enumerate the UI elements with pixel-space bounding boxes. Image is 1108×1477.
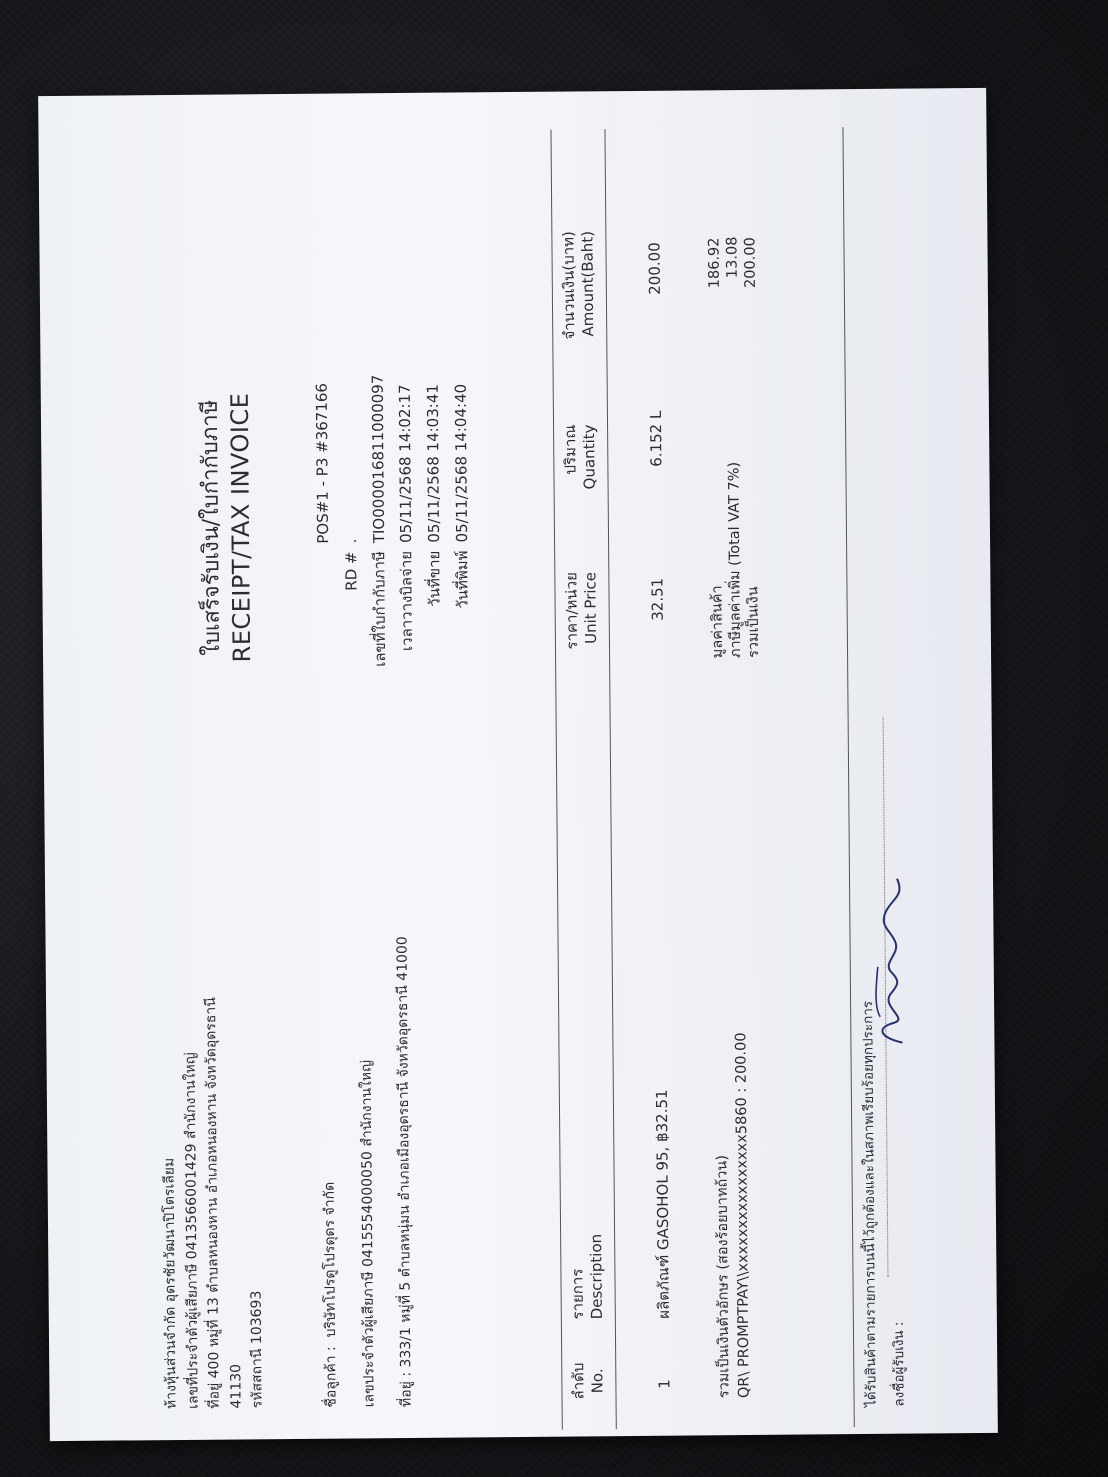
seller-address-2: 41130 — [227, 1363, 245, 1409]
row-unit-price: 32.51 — [648, 577, 667, 621]
receipt-paper — [38, 88, 998, 1441]
seller-block — [160, 997, 271, 1409]
header-qty-en: Quantity — [579, 424, 599, 490]
subtotal-value: 186.92 — [706, 237, 723, 289]
row-quantity: 6.152 L — [646, 410, 666, 467]
document-title — [197, 393, 257, 663]
customer-name: บริษัทโปรดูโปรดุดร จำกัด — [321, 1181, 339, 1338]
handwritten-signature — [871, 847, 913, 1047]
header-amount — [559, 231, 597, 340]
header-no-en: No. — [588, 1368, 607, 1394]
seller-branch-code: รหัสสถานี 103693 — [248, 1290, 266, 1409]
row-amount: 200.00 — [645, 242, 664, 295]
seller-address-1: ที่อยู่ 400 หมู่ที่ 13 ตำบลหนองหาน อำเภอหนองหาน จังหวัดอุดรธานี — [203, 997, 223, 1409]
header-amt-en: Amount(Baht) — [578, 230, 598, 337]
paid-time-label: เวลาวางบิลจ่าย — [397, 550, 417, 652]
rd-label: RD # — [341, 551, 361, 591]
header-unit-en: Unit Price — [581, 571, 600, 645]
amount-in-words: รวมเป็นเงินตัวอักษร (สองร้อยบาทถ้วน) — [714, 1154, 733, 1399]
tax-invoice-label: เลขที่ใบกำกับภาษี — [369, 551, 389, 667]
header-amt-th: จำนวนเงิน(บาท) — [559, 231, 579, 340]
header-qty-th: ปริมาณ — [561, 424, 580, 475]
header-quantity — [561, 424, 599, 489]
total-value: 200.00 — [742, 237, 759, 289]
payment-line: QR\ PROMPTPAY\\xxxxxxxxxxxxxxxx5860 : 200.00 — [733, 1032, 753, 1399]
title-english: RECEIPT/TAX INVOICE — [225, 392, 256, 663]
header-description — [568, 1234, 606, 1320]
customer-tax-id: เลขประจำตัวผู้เสียภาษี 0415554000050 สำนักงานใหญ่ — [358, 1059, 378, 1408]
signer-label: ลงชื่อผู้รับเงิน : — [890, 1321, 908, 1407]
vat-value: 13.08 — [724, 236, 741, 279]
title-thai: ใบเสร็จรับเงิน/ใบกำกับภาษี — [197, 399, 226, 656]
total-label: รวมเป็นเงิน — [745, 586, 763, 659]
subtotal-label: มูลค่าสินค้า — [709, 585, 727, 659]
customer-address-label: ที่อยู่ : — [398, 1371, 415, 1408]
seller-name: ห้างหุ้นส่วนจำกัด อุดรชัยวัฒนาปิโตรเลียม — [161, 1157, 180, 1410]
sale-date-value: 05/11/2568 14:03:41 — [423, 384, 444, 543]
header-unit-th: ราคา/หน่วย — [562, 572, 581, 650]
invoice-meta — [313, 374, 482, 672]
row-description: ผลิตภัณฑ์ GASOHOL 95, ฿32.51 — [652, 1089, 673, 1319]
header-unit-price — [562, 572, 600, 650]
row-no: 1 — [655, 1379, 674, 1389]
footer-rule — [842, 127, 854, 1427]
vat-label: ภาษีมูลค่าเพิ่ม (Total VAT 7%) — [726, 461, 745, 659]
rd-value: . — [341, 538, 360, 544]
sale-date-label: วันที่ขาย — [425, 550, 444, 607]
print-date-value: 05/11/2568 14:04:40 — [451, 383, 471, 543]
pos-number: POS#1 - P3 #367166 — [312, 382, 333, 544]
paid-time-value: 05/11/2568 14:02:17 — [395, 384, 416, 544]
received-statement: ได้รับสินค้าตามรายการบนนี้ไว้ถูกต้องและในสภาพเรียบร้อยทุกประการ — [860, 1000, 880, 1408]
header-no-th: ลำดับ — [569, 1362, 588, 1400]
table-header-rule — [604, 129, 616, 1429]
seller-tax-id: เลขที่ประจำตัวผู้เสียภาษี 0413566001429 สำนักงานใหญ่ — [181, 1052, 202, 1409]
tax-invoice-number: TIO00001681100009​7 — [368, 374, 388, 544]
customer-address: 333/1 หมู่ที่ 5 ตำบลหนุ่มน อำเภอเมืองอุดรธานี จังหวัดอุดรธานี 41000 — [394, 936, 415, 1368]
customer-block — [319, 936, 436, 1408]
customer-name-label: ชื่อลูกค้า : — [323, 1346, 340, 1408]
header-desc-th: รายการ — [568, 1268, 587, 1320]
header-no — [569, 1362, 607, 1399]
header-desc-en: Description — [586, 1233, 606, 1320]
print-date-label: วันที่พิมพ์ — [452, 550, 472, 609]
receipt-content — [52, 96, 984, 1434]
